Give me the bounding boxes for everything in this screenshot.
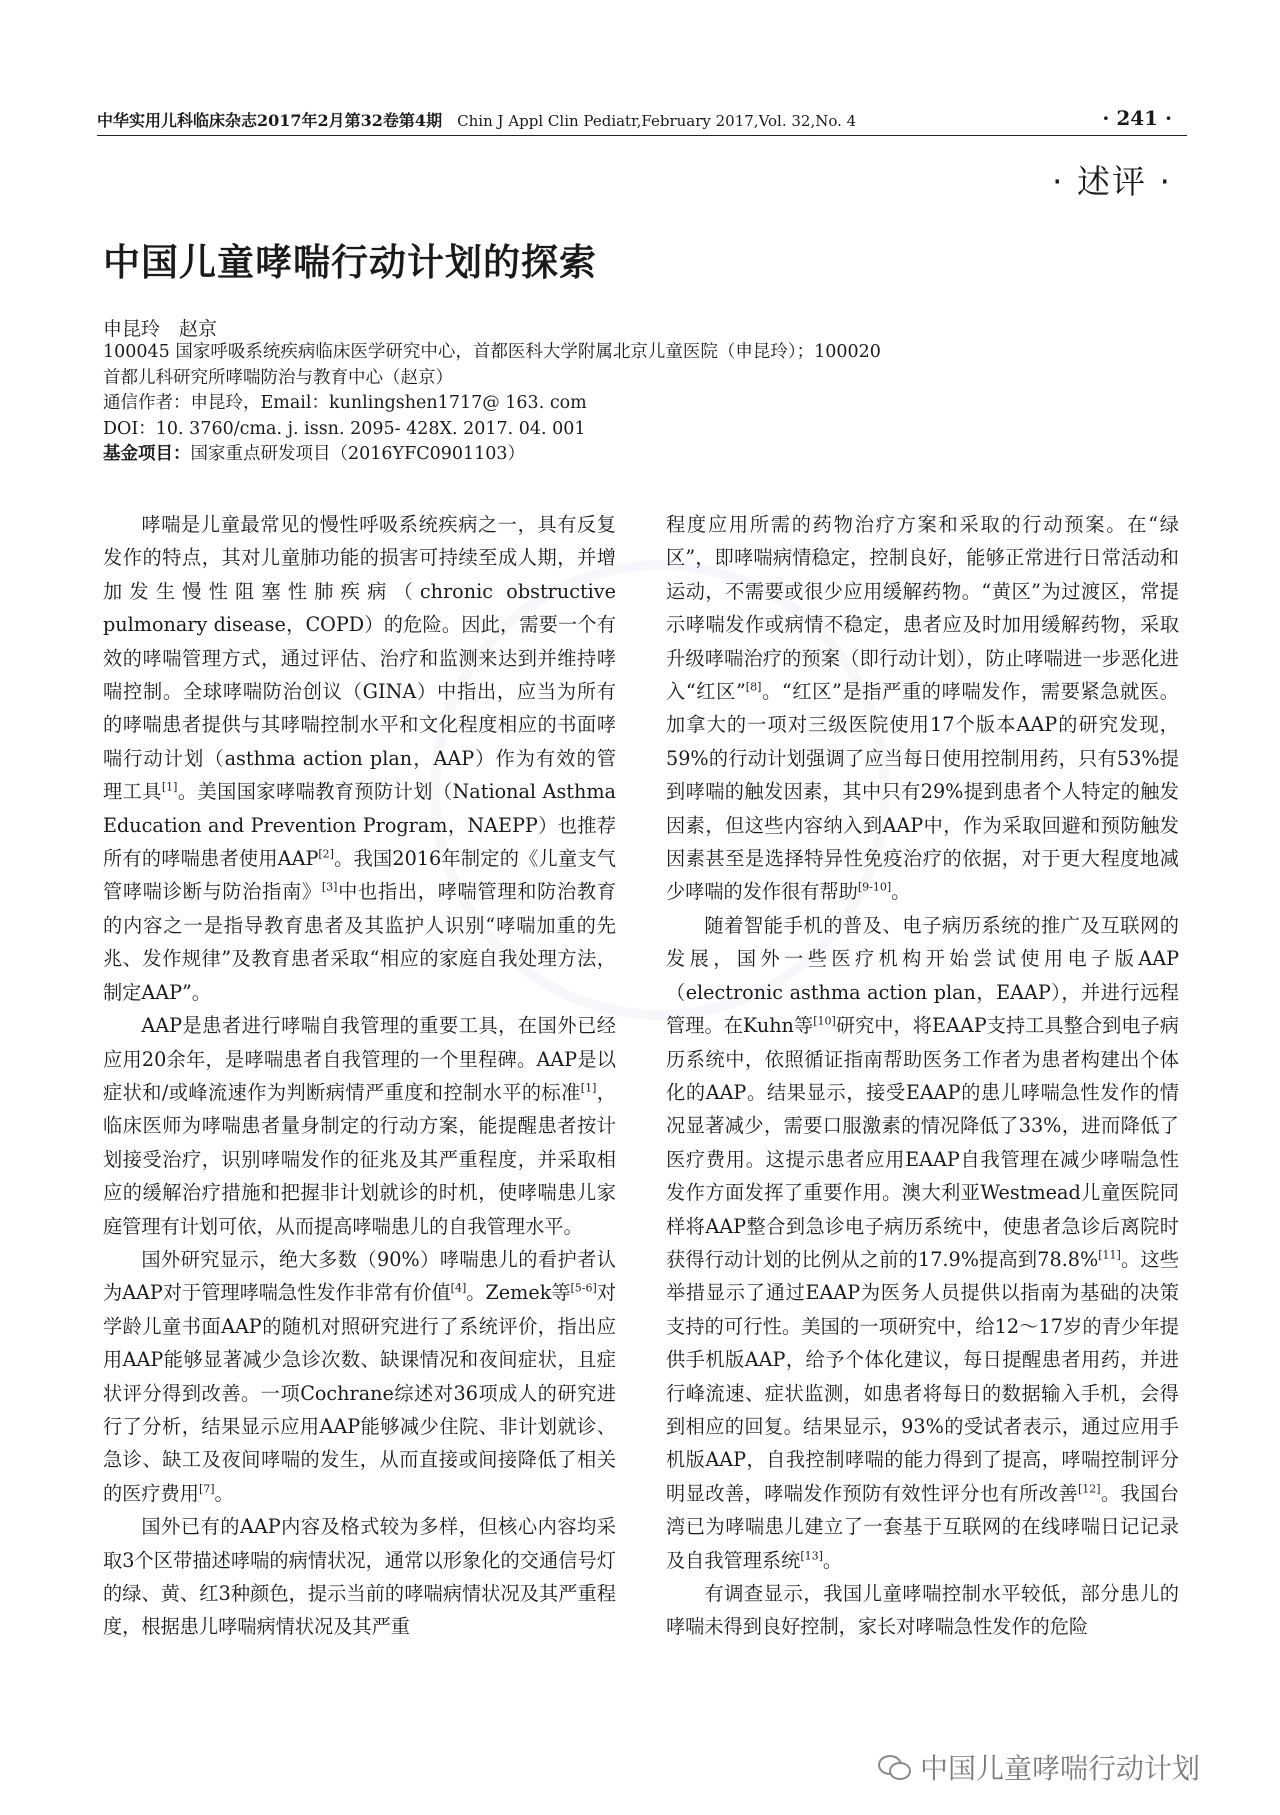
correspondence: 通信作者：申昆玲，Email：kunlingshen1717@ 163. com: [103, 393, 587, 413]
fund-line: [103, 442, 1063, 468]
journal-name-cn: 中华实用儿科临床杂志2017年2月第32卷第4期: [97, 111, 443, 130]
citation[interactable]: [2]: [318, 847, 334, 861]
citation[interactable]: [12]: [1077, 1482, 1101, 1496]
citation[interactable]: [1]: [161, 780, 178, 794]
citation[interactable]: [1]: [580, 1081, 597, 1095]
fund-label: 基金项目：: [103, 444, 191, 464]
body-column-right: [666, 508, 1179, 1644]
citation[interactable]: [5-6]: [570, 1281, 597, 1295]
citation[interactable]: [11]: [1098, 1248, 1121, 1262]
paragraph: 程度应用所需的药物治疗方案和采取的行动预案。在“绿区”，即哮喘病情稳定，控制良好，能够正常进行日常活动和运动，不需要或很少应用缓解药物。“黄区”为过渡区，常提示哮喘发作或病情不稳定，患者应及时加用缓解药物，采取升级哮喘治疗的预案（即行动计划），防止哮喘进一步恶化进入“红区”[8]。“红区”是指严重的哮喘发作，需要紧急就医。加拿大的一项对三级医院使用17个版本AAP的研究发现，59%的行动计划强调了应当每日使用控制用药，只有53%提到哮喘的触发因素，其中只有29%提到患者个人特定的触发因素，但这些内容纳入到AAP中，作为采取回避和预防触发因素甚至是选择特异性免疫治疗的依据，对于更大程度地减少哮喘的发作很有帮助[9-10]。: [666, 513, 1179, 904]
citation[interactable]: [9-10]: [857, 881, 892, 895]
journal-name-en: Chin J Appl Clin Pediatr,February 2017,Vol. 32,No. 4: [457, 112, 857, 130]
citation[interactable]: [10]: [813, 1014, 836, 1028]
running-head: [97, 108, 1187, 134]
paragraph: 国外研究显示，绝大多数（90%）哮喘患儿的看护者认为AAP对于管理哮喘急性发作非常有价值[4]。Zemek等[5-6]对学龄儿童书面AAP的随机对照研究进行了系统评价，指出应用AAP能够显著减少急诊次数、缺课情况和夜间症状，且症状评分得到改善。一项Cochrane综述对36项成人的研究进行了分析，结果显示应用AAP能够减少住院、非计划就诊、急诊、缺工及夜间哮喘的发生，从而直接或间接降低了相关的医疗费用[7]。: [103, 1247, 617, 1505]
paragraph: 随着智能手机的普及、电子病历系统的推广及互联网的发展，国外一些医疗机构开始尝试使用电子版AAP（electronic asthma action plan，EAAP），并进行远程管理。在Kuhn等[10]研究中，将EAAP支持工具整合到电子病历系统中，依照循证指南帮助医务工作者为患者构建出个体化的AAP。结果显示，接受EAAP的患儿哮喘急性发作的情况显著减少，需要口服激素的情况降低了33%，进而降低了医疗费用。这提示患者应用EAAP自我管理在减少哮喘急性发作方面发挥了重要作用。澳大利亚Westmead儿童医院同样将AAP整合到急诊电子病历系统中，使患者急诊后离院时获得行动计划的比例从之前的17.9%提高到78.8%[11]。这些举措显示了通过EAAP为医务人员提供以指南为基础的决策支持的可行性。美国的一项研究中，给12～17岁的青少年提供手机版AAP，给予个体化建议，每日提醒患者用药，并进行峰流速、症状监测，如患者将每日的数据输入手机，会得到相应的回复。结果显示，93%的受试者表示，通过应用手机版AAP，自我控制哮喘的能力得到了提高，哮喘控制评分明显改善，哮喘发作预防有效性评分也有所改善[12]。我国台湾已为哮喘患儿建立了一套基于互联网的在线哮喘日记记录及自我管理系统[13]。: [666, 913, 1180, 1572]
article-meta: [103, 340, 1063, 468]
paragraph: 哮喘是儿童最常见的慢性呼吸系统疾病之一，具有反复发作的特点，其对儿童肺功能的损害可持续至成人期，并增加发生慢性阻塞性肺疾病（chronic obstructive pulmonary disease，COPD）的危险。因此，需要一个有效的哮喘管理方式，通过评估、治疗和监测来达到并维持哮喘控制。全球哮喘防治创议（GINA）中指出，应当为所有的哮喘患者提供与其哮喘控制水平和文化程度相应的书面哮喘行动计划（asthma action plan，AAP）作为有效的管理工具[1]。美国国家哮喘教育预防计划（National Asthma Education and Prevention Program，NAEPP）也推荐所有的哮喘患者使用AAP[2]。我国2016年制定的《儿童支气管哮喘诊断与防治指南》[3]中也指出，哮喘管理和防治教育的内容之一是指导教育患者及其监护人识别“哮喘加重的先兆、发作规律”及教育患者采取“相应的家庭自我处理方法，制定AAP”。: [103, 513, 617, 1004]
paragraph: AAP是患者进行哮喘自我管理的重要工具，在国外已经应用20余年，是哮喘患者自我管理的一个里程碑。AAP是以症状和/或峰流速作为判断病情严重度和控制水平的标准[1]，临床医师为哮喘患者量身制定的行动方案，能提醒患者按计划接受治疗，识别哮喘发作的征兆及其严重程度，并采取相应的缓解治疗措施和把握非计划就诊的时机，使哮喘患儿家庭管理有计划可依，从而提高哮喘患儿的自我管理水平。: [103, 1014, 616, 1238]
wechat-watermark: [878, 1747, 1200, 1787]
wechat-account-name: 中国儿童哮喘行动计划: [920, 1752, 1201, 1785]
paragraph: 有调查显示，我国儿童哮喘控制水平较低，部分患儿的哮喘未得到良好控制，家长对哮喘急性发作的危险: [666, 1582, 1179, 1639]
body-column-left: [103, 508, 616, 1644]
authors: 申昆玲 赵京: [103, 318, 218, 340]
article-title: 中国儿童哮喘行动计划的探索: [103, 241, 597, 284]
citation[interactable]: [3]: [321, 881, 338, 895]
affiliation-line-1: 100045 国家呼吸系统疾病临床医学研究中心，首都医科大学附属北京儿童医院（申昆玲）；100020: [103, 342, 881, 362]
wechat-icon: [878, 1753, 912, 1781]
paragraph: 国外已有的AAP内容及格式较为多样，但核心内容均采取3个区带描述哮喘的病情状况，通常以形象化的交通信号灯的绿、黄、红3种颜色，提示当前的哮喘病情状况及其严重程度，根据患儿哮喘病情状况及其严重: [103, 1515, 616, 1639]
doi: DOI：10. 3760/cma. j. issn. 2095- 428X. 2017. 04. 001: [103, 418, 586, 439]
citation[interactable]: [13]: [800, 1549, 823, 1563]
citation[interactable]: [4]: [450, 1281, 467, 1295]
affiliation-line-2: 首都儿科研究所哮喘防治与教育中心（赵京）: [103, 367, 453, 388]
citation[interactable]: [7]: [198, 1482, 215, 1496]
citation[interactable]: [8]: [745, 680, 762, 694]
page-number: · 241 ·: [1102, 106, 1172, 130]
section-label: · 述评 ·: [1052, 162, 1172, 201]
header-rule: [97, 135, 1187, 136]
fund-text: 国家重点研发项目（2016YFC0901103）: [190, 444, 526, 464]
